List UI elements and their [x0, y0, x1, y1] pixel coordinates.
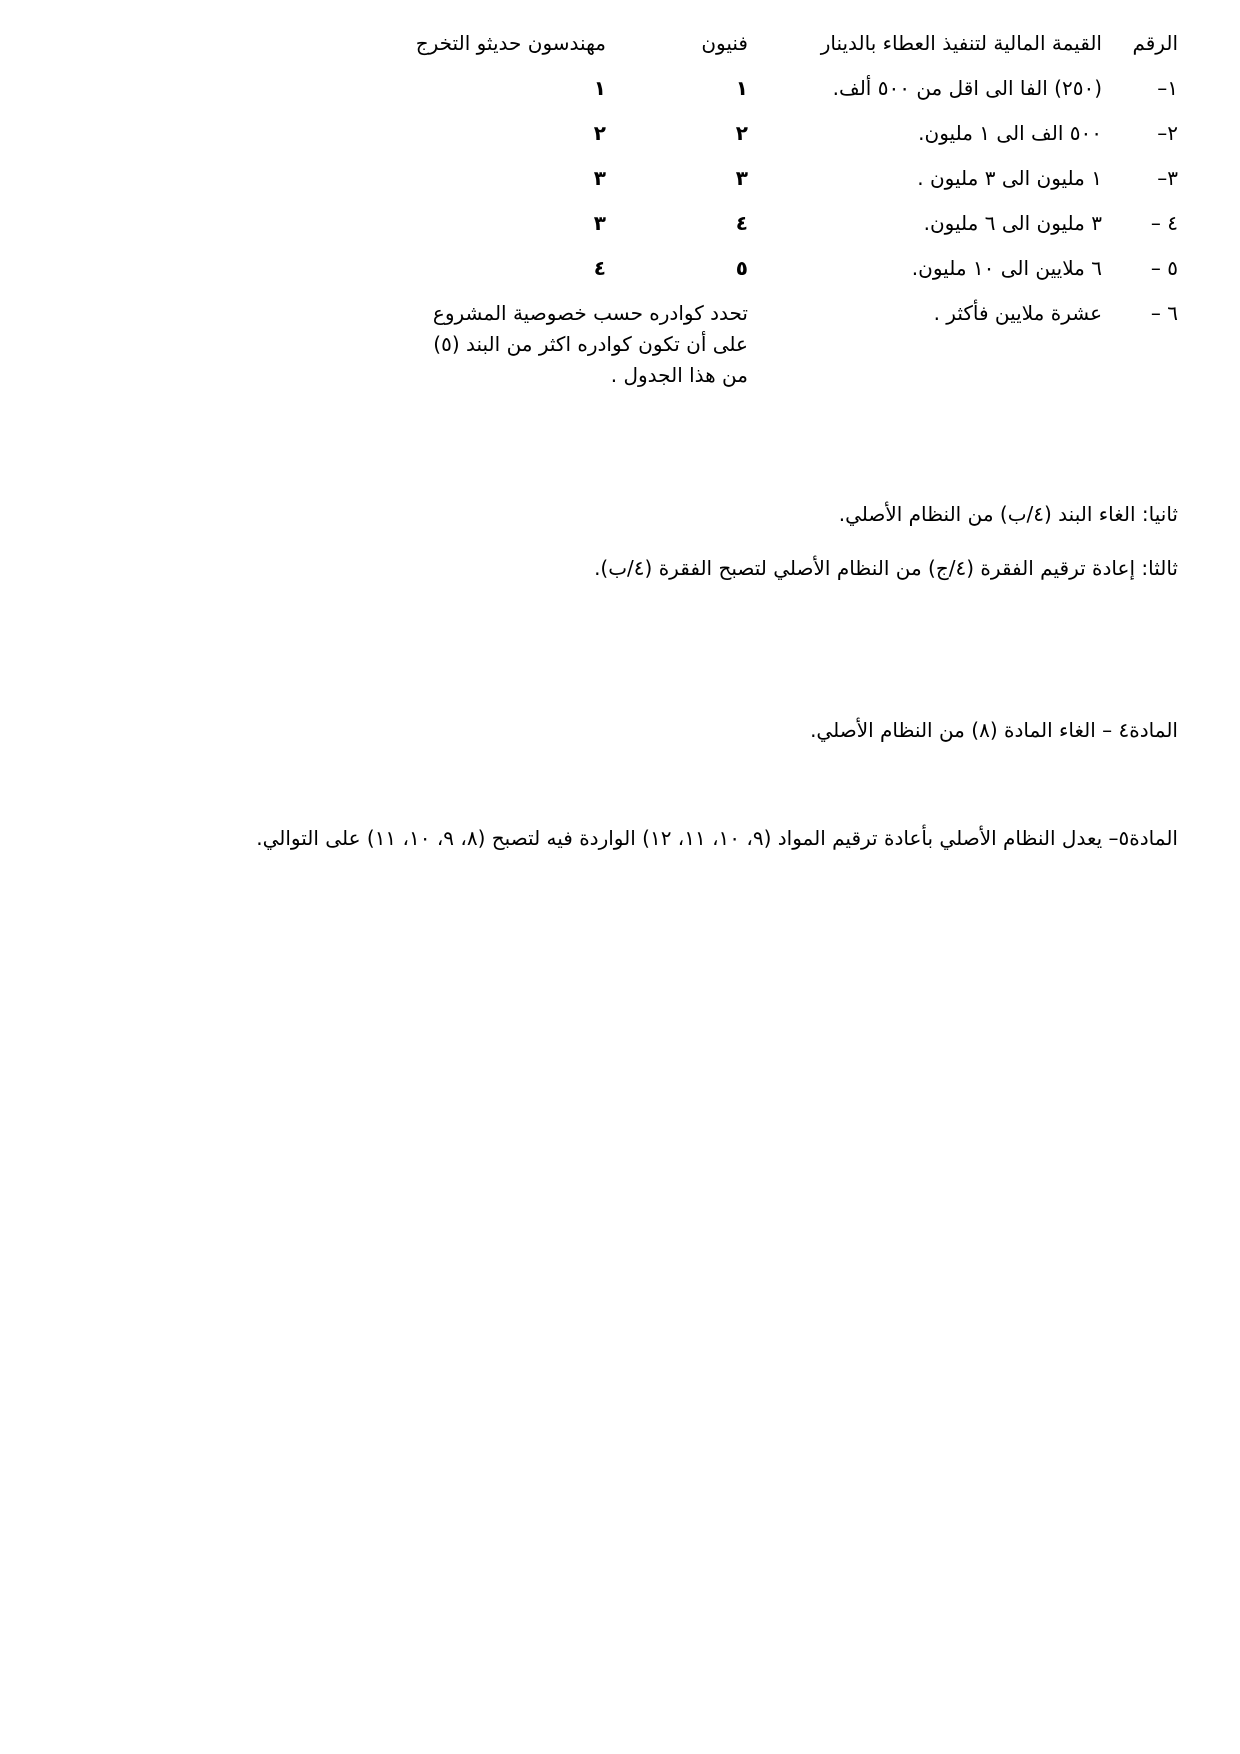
- row-technicians: ٥: [735, 256, 748, 280]
- row-engineers: ٣: [593, 211, 606, 235]
- table-header-row: [358, 28, 1178, 73]
- row-number: ٤ –: [1150, 211, 1178, 235]
- row-engineers: ١: [593, 76, 606, 100]
- header-technicians: فنيون: [701, 31, 748, 55]
- row-value: ١ مليون الى ٣ مليون .: [917, 166, 1102, 190]
- table-row: [358, 208, 1178, 253]
- row-value: ٣ مليون الى ٦ مليون.: [923, 211, 1102, 235]
- row-note-line: تحدد كوادره حسب خصوصية المشروع: [432, 301, 748, 325]
- row-value: ٦ ملايين الى ١٠ مليون.: [911, 256, 1102, 280]
- row-value: (٢٥٠) الفا الى اقل من ٥٠٠ ألف.: [832, 76, 1102, 100]
- paragraph-second: ثانيا: الغاء البند (٤/ب) من النظام الأصلي.: [838, 502, 1178, 526]
- row-engineers: ٤: [593, 256, 606, 280]
- row-technicians: ٣: [735, 166, 748, 190]
- row-note-line: على أن تكون كوادره اكثر من البند (٥): [433, 332, 748, 356]
- row-number: ٥ –: [1150, 256, 1178, 280]
- header-value: القيمة المالية لتنفيذ العطاء بالدينار: [820, 31, 1102, 55]
- table-row: [358, 73, 1178, 118]
- paragraph-article-5: المادة٥– يعدل النظام الأصلي بأعادة ترقيم المواد (٩، ١٠، ١١، ١٢) الواردة فيه لتصبح (٨، ٩، ١٠، ١١) على التوالي.: [256, 826, 1178, 850]
- row-technicians: ٤: [735, 211, 748, 235]
- row-number: ٦ –: [1150, 301, 1178, 325]
- table-row: [358, 118, 1178, 163]
- row-note: [378, 298, 748, 391]
- row-value: ٥٠٠ الف الى ١ مليون.: [918, 121, 1102, 145]
- row-value: عشرة ملايين فأكثر .: [933, 301, 1102, 325]
- staffing-table: [358, 28, 1178, 398]
- row-number: ٢–: [1157, 121, 1178, 145]
- row-technicians: ١: [735, 76, 748, 100]
- paragraph-third: ثالثا: إعادة ترقيم الفقرة (٤/ج) من النظام الأصلي لتصبح الفقرة (٤/ب).: [594, 556, 1178, 580]
- row-note-line: من هذا الجدول .: [610, 363, 748, 387]
- header-number: الرقم: [1132, 31, 1178, 55]
- row-number: ١–: [1157, 76, 1178, 100]
- table-row-last: [358, 298, 1178, 398]
- row-number: ٣–: [1157, 166, 1178, 190]
- header-engineers: مهندسون حديثو التخرج: [415, 31, 606, 55]
- row-technicians: ٢: [735, 121, 748, 145]
- row-engineers: ٢: [593, 121, 606, 145]
- table-row: [358, 253, 1178, 298]
- paragraph-article-4: المادة٤ – الغاء المادة (٨) من النظام الأصلي.: [810, 718, 1178, 742]
- table-row: [358, 163, 1178, 208]
- row-engineers: ٣: [593, 166, 606, 190]
